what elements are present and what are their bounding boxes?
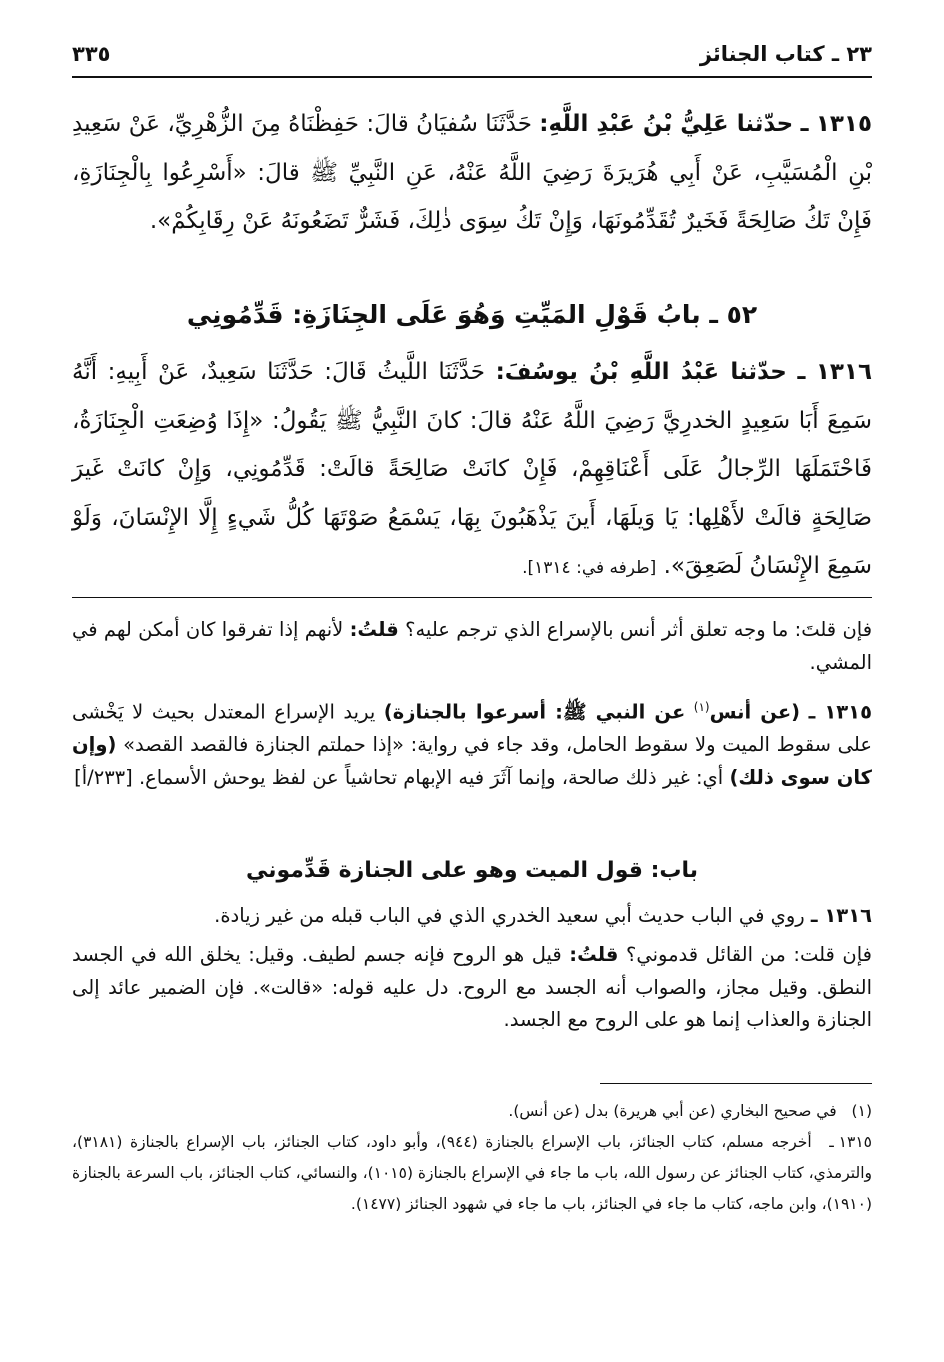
- commentary-question: فإن قلتَ: ما وجه تعلق أثر أنس بالإسراع الذي ترجم عليه؟: [405, 618, 873, 641]
- commentary-text: يريد الإسراع المعتدل بحيث لا يَخْشى على سقوط الميت ولا سقوط الحامل، وقد جاء في رواية: «إذا حملتم الجنازة فالقصد القصد»: [72, 700, 872, 756]
- hadith-isnad: حدّثنا عَلِيُّ بْنُ عَبْدِ اللَّهِ:: [539, 111, 794, 137]
- footnote-marker: (١): [693, 700, 710, 714]
- hadith-dash: ـ: [800, 111, 809, 137]
- hadith-dash: ـ: [797, 359, 806, 385]
- commentary-separator: [72, 597, 872, 598]
- hadith-1315: [72, 100, 872, 246]
- commentary-quote: (عن أنس: [709, 700, 801, 724]
- commentary-para-1: [72, 614, 872, 679]
- commentary-question: فإن قلت: من القائل قدموني؟: [626, 943, 872, 966]
- hadith-number: ١٣١٥: [815, 111, 873, 137]
- commentary-para-4: [72, 939, 872, 1037]
- commentary-answer: قيل هو الروح فإنه جسم لطيف. وقيل: يخلق الله في الجسد النطق. وقيل مجاز، والصواب أنه الجسد مع الروح. دل عليه قوله: «قالت». فإن الضمير عائد إلى الجنازة والعذاب إنما هو على الروح مع الجسد.: [72, 943, 872, 1031]
- footnote-1: [72, 1096, 872, 1127]
- header-rule: [72, 76, 872, 78]
- commentary-text: روي في الباب حديث أبي سعيد الخدري الذي في الباب قبله من غير زيادة.: [214, 904, 805, 927]
- page-number: ٣٣٥: [72, 42, 111, 66]
- commentary-qult: قلتُ:: [569, 943, 619, 966]
- hadith-1316: [72, 348, 872, 593]
- hadith-text: حَدَّثَنَا سُفيَانُ قالَ: حَفِظْنَاهُ مِنَ الزُّهْرِيِّ، عَنْ سَعِيدِ بْنِ الْمُسَيَّبِ، عَنْ أَبِي هُرَيرَةَ رَضِيَ اللَّهُ عَنْهُ، عَنِ النَّبِيِّ ﷺ قالَ: «أَسْرِعُوا بِالْجِنَازَةِ، فَإِنْ تَكُ صَالِحَةً فَخَيرٌ تُقَدِّمُونَهَا، وَإِنْ تَكُ سِوَى ذٰلِكَ، فَشَرٌّ تَضَعُونَهُ عَنْ رِقَابِكُمْ».: [72, 111, 872, 234]
- commentary-para-1315: [72, 691, 872, 794]
- footnote-text: في صحيح البخاري (عن أبي هريرة) بدل (عن أنس).: [508, 1102, 837, 1120]
- hadith-isnad: حدّثنا عَبْدُ اللَّهِ بْنُ يوسُفَ:: [495, 359, 787, 385]
- footnote-text: أخرجه مسلم، كتاب الجنائز، باب الإسراع بالجنازة (٩٤٤)، وأبو داود، كتاب الجنائز، باب الإسراع بالجنازة (٣١٨١)، والترمذي، كتاب الجنائز عن رسول الله، باب ما جاء في الإسراع بالجنازة (١٠١٥)، والنسائي، كتاب الجنائز، باب السرعة بالجنازة (١٩١٠)، وابن ماجه، كتاب ما جاء في الجنائز، باب ما جاء في شهود الجنائز (١٤٧٧).: [72, 1133, 872, 1213]
- hadith-number: ١٣١٦: [815, 359, 873, 385]
- footnote-key: (١): [851, 1102, 872, 1120]
- footnote-key: ١٣١٥ ـ: [829, 1133, 872, 1151]
- commentary-number: ١٣١٥ ـ: [808, 700, 872, 724]
- commentary-chapter-heading: باب: قول الميت وهو على الجنازة قَدِّموني: [245, 858, 699, 883]
- commentary-text-2: أي: غير ذلك صالحة، وإنما آثَرَ فيه الإبهام تحاشياً عن لفظ يوحش الأسماع.: [138, 765, 724, 789]
- manuscript-folio-ref: [٢٣٣/أ]: [74, 765, 133, 789]
- cross-reference: [طرفه في: ١٣١٤].: [522, 558, 657, 578]
- footnote-1315: [72, 1127, 872, 1220]
- commentary-answer: لأنهم إذا تفرقوا كان أمكن لهم في المشي.: [72, 618, 872, 674]
- hadith-text: حَدَّثَنَا اللَّيثُ قَالَ: حَدَّثَنَا سَعِيدٌ، عَنْ أَبِيهِ: أَنَّهُ سَمِعَ أَبَا سَعِيدٍ الخدرِيَّ رَضِيَ اللَّهُ عَنْهُ قالَ: كانَ النَّبِيُّ ﷺ يَقُولُ: «إِذَا وُضِعَتِ الْجِنَازَةُ، فَاحْتَمَلَهَا الرِّجالُ عَلَى أَعْنَاقِهِمْ، فَإِنْ كانَتْ صَالِحَةً قالَتْ: قَدِّمُونِي، وَإِنْ كانَتْ غَيرَ صَالِحَةٍ قالَتْ لأَهْلِها: يَا وَيلَهَا، أَينَ يَذْهَبُونَ بِهَا، يَسْمَعُ صَوْتَهَا كُلُّ شَيءٍ إِلَّا الإِنْسَانَ، وَلَوْ سَمِعَ الإِنْسَانُ لَصَعِقَ».: [72, 359, 872, 579]
- running-header: [72, 42, 872, 76]
- chapter-heading-52: ٥٢ ـ بابُ قَوْلِ المَيِّتِ وَهُوَ عَلَى الجِنَازَةِ: قَدِّمُونِي: [186, 300, 758, 329]
- commentary-para-1316: [72, 900, 872, 933]
- footnote-separator: [600, 1083, 872, 1084]
- commentary-quote-2: عن النبي ﷺ: أسرعوا بالجنازة): [383, 700, 686, 724]
- commentary-number: ١٣١٦ ـ: [810, 904, 872, 927]
- commentary-quote-3: (وإن كان سوى ذلك): [72, 733, 872, 789]
- commentary-qult: قلتُ:: [349, 618, 399, 641]
- chapter-running-title: ٢٣ ـ كتاب الجنائز: [699, 42, 872, 66]
- footnotes: [72, 1096, 872, 1220]
